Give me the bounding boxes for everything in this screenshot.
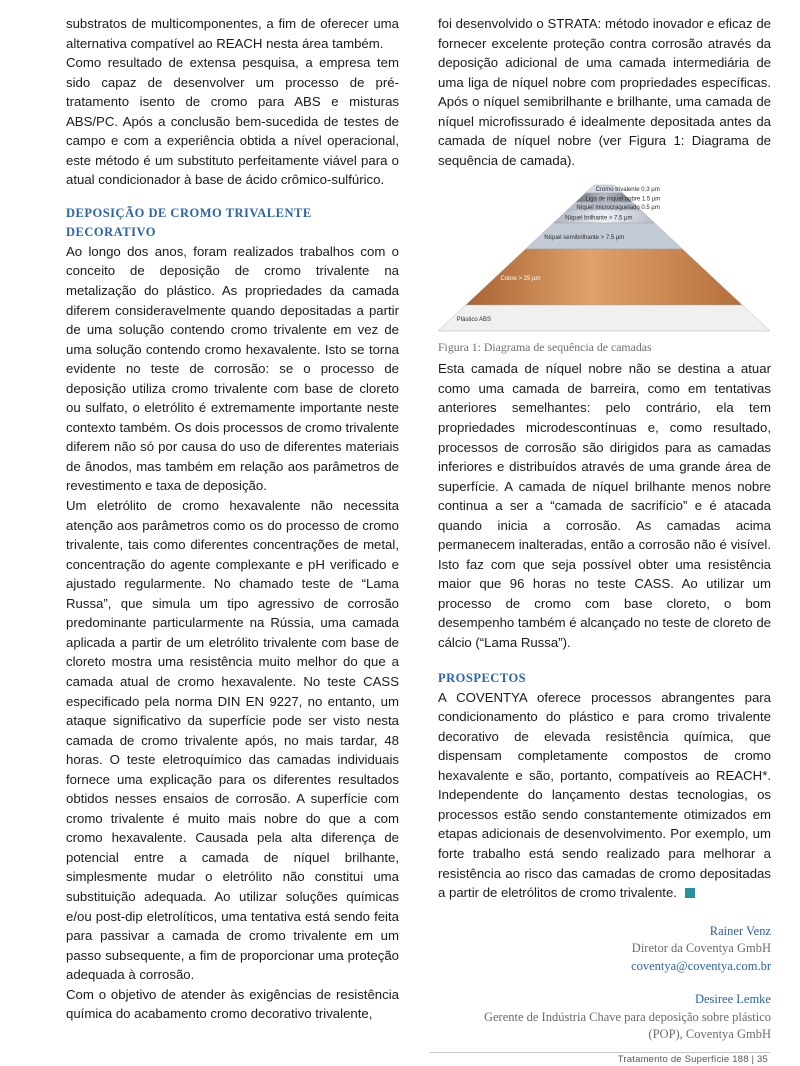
paragraph: substratos de multicomponentes, a fim de oferecer uma alternativa compatível ao REACH nesta área também. [66,16,399,51]
author-email[interactable]: coventya@coventya.com.br [631,958,771,973]
paragraph: Ao longo dos anos, foram realizados trabalhos com o conceito de deposição de cromo trivalente na metalização do plástico. As propriedades da camada diferem consideravelmente quando depositadas a partir de uma solução contendo cromo trivalente em vez de uma solução contendo cromo hexavalente. Isto se torna evidente no teste de corrosão: se o processo de deposição utiliza cromo trivalente com base de cloreto ou sulfato, o eletrólito é extremamente importante neste contexto também. Os dois processos de cromo trivalente diferem não só por causa do uso de diferentes materiais de ânodos, mas também em relação aos parâmetros de revestimento e taxa de deposição. [66,243,399,494]
layer-label: Plástico ABS [456,317,492,324]
paragraph: Como resultado de extensa pesquisa, a empresa tem sido capaz de desenvolver um processo de pré-tratamento isento de cromo para ABS e misturas ABS/PC. Após a conclusão bem-sucedida de testes de campo e com a experiência obtida a nível operacional, este método é um substituto perfeitamente viável para o atual condicionador à base de ácido crômico-sulfúrico. [66,55,399,188]
author-role: (POP), Coventya GmbH [648,1027,771,1042]
paragraph [438,688,771,903]
paragraph: Esta camada de níquel nobre não se destina a atuar como uma camada de barreira, como em tentativas anteriores semelhantes: pelo contrário, ela tem propriedades microdescontínuas e, como resultado, processos de corrosão são dirigidos para as camadas inferiores e distribuídos através de uma grande área de superfície. A camada de níquel brilhante menos nobre continua a ser a “camada de sacrifício” e é atacada quando inicia a corrosão. As camadas acima permanecem inalteradas, então a corrosão não é visível. Isto faz com que seja possível obter uma resistência maior que 96 horas no teste CASS. Ao utilizar um processo de cromo com base cloreto, o bom desempenho também é alcançado no teste de cloreto de cálcio (“Lama Russa”). [438,361,771,651]
section-heading: PROSPECTOS [438,670,527,685]
paragraph: foi desenvolvido o STRATA: método inovador e eficaz de fornecer excelente proteção contra corrosão através da deposição adicional de uma camada intermediária de uma liga de níquel nobre com propriedades específicas. Após o níquel semibrilhante e brilhante, uma camada de níquel microfissurado é idealmente depositada antes da camada de níquel nobre (ver Figura 1: Diagrama de sequência de camada). [438,16,771,168]
page-footer: Tratamento de Superfície 188 | 35 [617,1054,768,1065]
layer-label: Níquel semibrilhante > 7.5 µm [544,235,625,242]
author-signature [438,923,771,976]
layer-label: Níquel microcraquelado 0.5 µm [576,205,660,212]
paragraph-text: A COVENTYA oferece processos abrangentes para condicionamento do plástico e para cromo trivalente decorativo de elevada resistência química, que dispensam completamente compostos de cromo hexavalente e são, portanto, compatíveis ao REACH*. Independente do lançamento destas tecnologias, os processos estão sendo constantemente otimizados em etapas adicionais de desenvolvimento. Por exemplo, um forte trabalho está sendo realizado para melhorar a resistência ao risco das camadas de cromo depositadas a partir de eletrólitos de cromo trivalente. [438,689,771,901]
paragraph: Um eletrólito de cromo hexavalente não necessita atenção aos parâmetros como os do processo de cromo trivalente, tais como diferentes concentrações de metal, concentração do agente complexante e pH verificado e ajustado regularmente. No chamado teste de “Lama Russa”, que simula um tipo agressivo de corrosão predominante particularmente na Rússia, uma camada aplicada a partir de um eletrólito trivalente com base de cloreto mostra uma resistência muito melhor do que a camada atual de cromo hexavalente. No teste CASS especificado pela norma DIN EN 9227, no entanto, um ataque significativo da superfície pode ser visto nesta camada de cromo trivalente após, no mais tardar, 48 horas. O teste eletroquímico das camadas individuais fornece uma explicação para os diferentes resultados obtidos nesses ensaios de corrosão. A superfície com cromo trivalente é muito mais nobre do que a com cromo hexavalente. Causada pela alta diferença de potencial entre a camada de níquel brilhante, simplesmente mudar o eletrólito não constitui uma substituição adequada. Ao utilizar soluções químicas e/ou post-dip eletrolíticos, uma tentativa está sendo feita para passivar a camada de cromo trivalente em um passo subsequente, a fim de proporcionar uma proteção adequada à corrosão. [66,498,399,983]
layer-label: Liga de níquel nobre 1.5 µm [585,196,661,203]
footer-divider [430,1052,770,1053]
right-column [438,14,771,1044]
end-mark-icon [685,888,695,898]
author-signature [438,991,771,1044]
figure-caption: Figura 1: Diagrama de sequência de camadas [438,340,652,355]
section-heading: DEPOSIÇÃO DE CROMO TRIVALENTE [66,205,312,220]
author-name: Desiree Lemke [694,992,771,1007]
author-role: Gerente de Indústria Chave para deposição sobre plástico [483,1009,771,1024]
paragraph: Com o objetivo de atender às exigências de resistência química do acabamento cromo decorativo trivalente, [66,986,399,1022]
layer-sequence-figure [438,183,771,333]
layer-label: Cobre > 25 µm [500,276,541,283]
layer-diagram [438,183,771,333]
left-column [66,14,399,1024]
author-name: Rainer Venz [709,923,771,938]
section-heading: DECORATIVO [66,224,156,239]
layer-label: Níquel brilhante > 7.5 µm [565,215,633,222]
layer-label: Cromo trivalente 0.3 µm [595,187,660,194]
author-role: Diretor da Coventya GmbH [631,941,771,956]
